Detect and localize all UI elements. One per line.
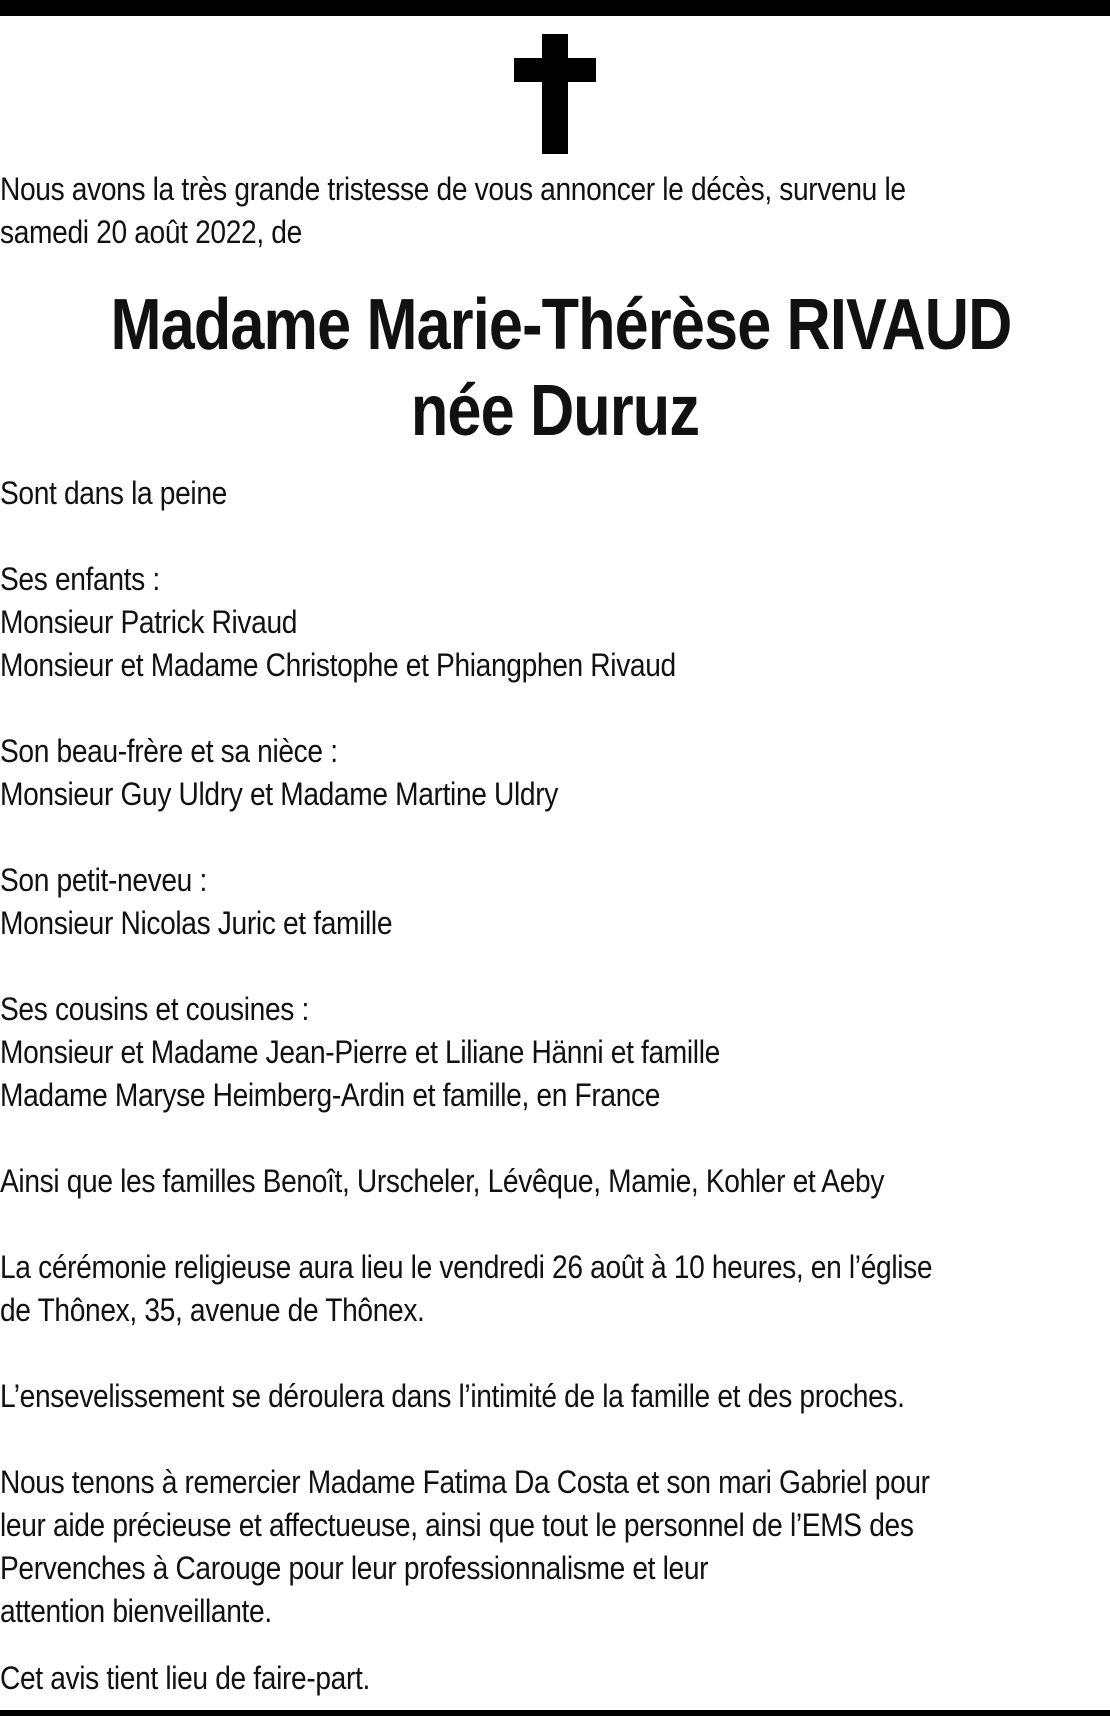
group-heading: Son petit-neveu : — [0, 862, 207, 898]
family-group-in-laws — [0, 730, 1110, 816]
group-member: Monsieur et Madame Christophe et Phiangphen Rivaud — [0, 647, 676, 683]
obituary-body — [0, 168, 1110, 1700]
group-heading: Ses enfants : — [0, 561, 160, 597]
bottom-border-rule — [0, 1710, 1110, 1716]
mourners-intro: Sont dans la peine — [0, 475, 227, 511]
family-group-children — [0, 558, 1110, 687]
top-border-rule — [0, 0, 1110, 16]
other-families: Ainsi que les familles Benoît, Urscheler, Lévêque, Mamie, Kohler et Aeby — [0, 1163, 885, 1199]
group-member: Monsieur et Madame Jean-Pierre et Liliane Hänni et famille — [0, 1034, 720, 1070]
deceased-name: Madame Marie-Thérèse RIVAUD — [110, 285, 1012, 365]
closing-note: Cet avis tient lieu de faire-part. — [0, 1660, 370, 1696]
group-heading: Son beau-frère et sa nièce : — [0, 733, 338, 769]
deceased-name-block — [0, 282, 1110, 454]
deceased-maiden-name: née Duruz — [410, 371, 700, 451]
intro-text: Nous avons la très grande tristesse de vous annoncer le décès, survenu le samedi 20 août 2022, de — [0, 171, 906, 250]
family-group-grandnephew — [0, 859, 1110, 945]
group-member: Monsieur Guy Uldry et Madame Martine Uldry — [0, 776, 558, 812]
group-member: Monsieur Patrick Rivaud — [0, 604, 298, 640]
family-group-cousins — [0, 988, 1110, 1117]
ceremony-info: La cérémonie religieuse aura lieu le vendredi 26 août à 10 heures, en l’église de Thônex, 35, avenue de Thônex. — [0, 1249, 933, 1328]
burial-info: L’ensevelissement se déroulera dans l’intimité de la famille et des proches. — [0, 1378, 905, 1414]
acknowledgements: Nous tenons à remercier Madame Fatima Da Costa et son mari Gabriel pour leur aide précieuse et affectueuse, ainsi que tout le personnel de l’EMS des Pervenches à Carouge pour leur professionnalisme et leur attention bienveillante. — [0, 1464, 930, 1629]
group-member: Madame Maryse Heimberg-Ardin et famille, en France — [0, 1077, 661, 1113]
group-member: Monsieur Nicolas Juric et famille — [0, 905, 393, 941]
latin-cross-icon — [514, 34, 596, 154]
group-heading: Ses cousins et cousines : — [0, 991, 309, 1027]
